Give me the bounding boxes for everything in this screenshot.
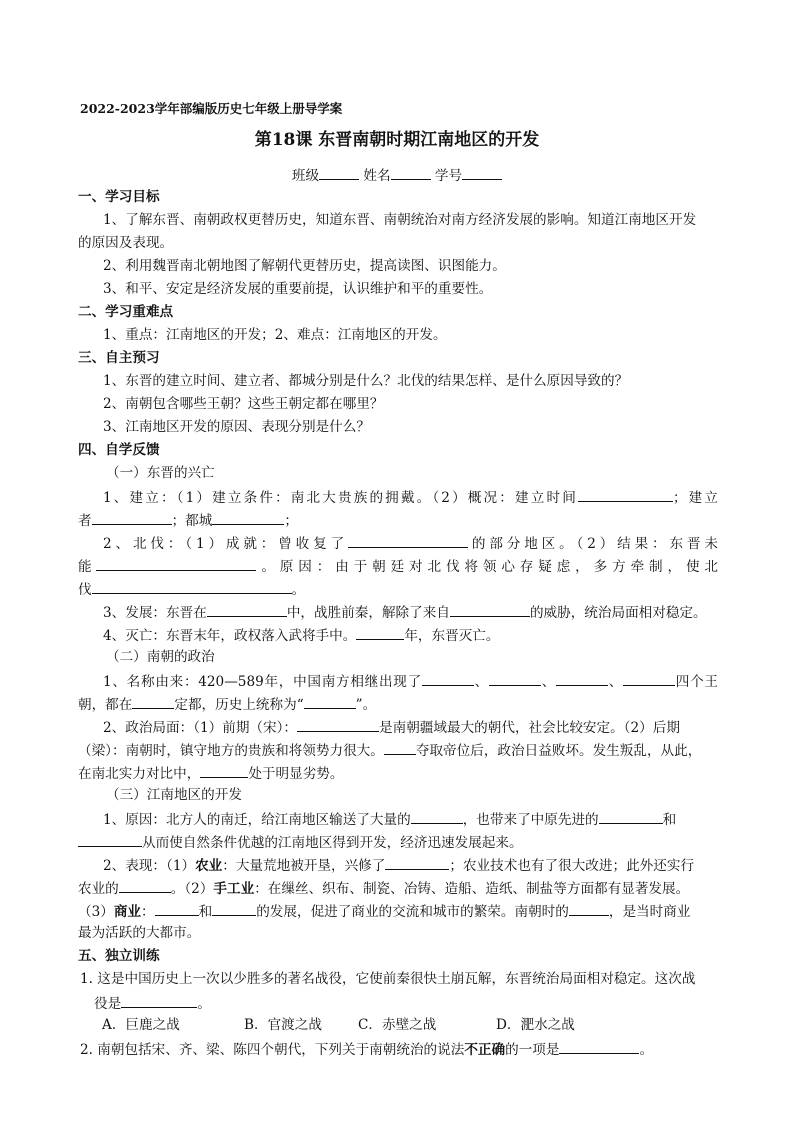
answer-2-blank[interactable]	[559, 1038, 639, 1054]
capital-blank[interactable]	[212, 509, 284, 525]
usurper-blank[interactable]	[384, 739, 416, 755]
dynasty-3-blank[interactable]	[556, 670, 608, 686]
goal-3: 3、和平、安定是经济发展的重要前提，认识维护和平的重要性。	[103, 281, 493, 297]
feedback-south-2: 2、政治局面：（1）前期（宋）： 是南朝疆域最大的朝代，社会比较安定。（2）后期	[103, 716, 718, 738]
feedback-jin-3: 3、发展：东晋在 中，战胜前秦，解除了来自 的威胁，统治局面相对稳定。	[103, 601, 743, 623]
recovered-area-blank[interactable]	[348, 532, 468, 548]
south-capital-blank[interactable]	[132, 693, 174, 709]
feedback-jiangnan-2-cont: 农业的 。（2）手工业：在缫丝、织布、制瓷、冶铸、造船、造纸、制盐等方面都有显著发展。	[78, 877, 718, 899]
threat-blank[interactable]	[450, 601, 530, 617]
practice-question-1-cont: 役是 。	[94, 992, 734, 1014]
feedback-jin-1: 1、建立：（1）建立条件：南北大贵族的拥戴。（2）概况：建立时间 ；建立	[103, 486, 718, 508]
feedback-jiangnan-2: 2、表现：（1）农业：大量荒地被开垦，兴修了 ；农业技术也有了很大改进；此外还实行	[103, 854, 718, 876]
subheading-southern-politics: （二）南朝的政治	[106, 649, 215, 665]
subheading-jiangnan: （三）江南地区的开发	[106, 787, 242, 803]
goal-1: 1、了解东晋、南朝政权更替历史，知道东晋、南朝统治对南方经济发展的影响。知道江南地区开发	[103, 212, 697, 228]
labor-blank[interactable]	[411, 808, 463, 824]
feedback-jin-2-end: 伐 。	[78, 578, 718, 600]
feedback-jiangnan-2-commerce: （3）商业： 和 的发展，促进了商业的交流和城市的繁荣。南朝时的 ，是当时商业	[78, 900, 718, 922]
feedback-south-1: 1、名称由来：420—589年，中国南方相继出现了 、 、 、 四个王	[103, 670, 718, 692]
lesson-title: 第18课 东晋南朝时期江南地区的开发	[254, 130, 540, 150]
multi-crop-blank[interactable]	[119, 877, 171, 893]
id-label: 学号	[434, 168, 463, 184]
dynasty-4-blank[interactable]	[623, 670, 675, 686]
collective-name-blank[interactable]	[304, 693, 356, 709]
section-heading-goals: 一、学习目标	[78, 189, 160, 205]
feedback-jin-2-cont: 能 。原因：由于朝廷对北伐将领心存疑虑，多方牵制，使北	[78, 555, 718, 577]
preview-question-2: 2、南朝包含哪些王朝？这些王朝定都在哪里？	[103, 396, 384, 412]
feedback-jin-1-cont: 者 ；都城 ；	[78, 509, 718, 531]
northern-result-blank[interactable]	[96, 555, 256, 571]
feedback-jiangnan-2-end: 最为活跃的大都市。	[78, 925, 201, 941]
technology-blank[interactable]	[599, 808, 663, 824]
weaker-side-blank[interactable]	[200, 762, 248, 778]
feedback-south-2-end: 在南北实力对比中， 处于明显劣势。	[78, 762, 718, 784]
section-heading-keypoints: 二、学习重难点	[78, 304, 174, 320]
name-blank[interactable]	[391, 164, 431, 180]
agriculture-blank[interactable]	[155, 900, 199, 916]
feedback-jin-2: 2、北伐：（1）成就：曾收复了 的部分地区。（2）结果：东晋未	[103, 532, 718, 554]
battle-blank[interactable]	[207, 601, 287, 617]
option-b[interactable]: B．官渡之战	[244, 1017, 322, 1033]
name-label: 姓名	[363, 168, 391, 184]
goal-2: 2、利用魏晋南北朝地图了解朝代更替历史，提高读图、识图能力。	[103, 258, 506, 274]
option-a[interactable]: A．巨鹿之战	[102, 1017, 180, 1033]
class-blank[interactable]	[319, 164, 359, 180]
keypoints-text: 1、重点：江南地区的开发；2、难点：江南地区的开发。	[103, 327, 447, 343]
section-heading-preview: 三、自主预习	[78, 350, 160, 366]
section-heading-feedback: 四、自学反馈	[78, 442, 160, 458]
feedback-jin-4: 4、灭亡：东晋末年，政权落入武将手中。 年，东晋灭亡。	[103, 624, 743, 646]
largest-dynasty-blank[interactable]	[297, 716, 379, 732]
option-d[interactable]: D．淝水之战	[496, 1017, 575, 1033]
practice-question-2: 2. 南朝包括宋、齐、梁、陈四个朝代，下列关于南朝统治的说法不正确的一项是 。	[80, 1038, 720, 1060]
founding-time-blank[interactable]	[578, 486, 673, 502]
feedback-south-2-cont: （梁）：南朝时，镇守地方的贵族和将领势力很大。 夺取帝位后，政治日益败坏。发生叛乱，从此，	[78, 739, 718, 761]
class-label: 班级	[291, 168, 320, 184]
dynasty-2-blank[interactable]	[489, 670, 541, 686]
irrigation-blank[interactable]	[385, 854, 449, 870]
handicraft-blank[interactable]	[212, 900, 256, 916]
student-info-row	[0, 164, 794, 186]
feedback-jiangnan-1-cont: 从而使自然条件优越的江南地区得到开发，经济迅速发展起来。	[78, 831, 718, 853]
city-blank[interactable]	[569, 900, 609, 916]
experience-blank[interactable]	[78, 831, 142, 847]
answer-1-blank[interactable]	[121, 992, 197, 1008]
fall-year-blank[interactable]	[356, 624, 404, 640]
northern-reason-blank[interactable]	[92, 578, 292, 594]
option-c[interactable]: C．赤壁之战	[358, 1017, 437, 1033]
preview-question-3: 3、江南地区开发的原因、表现分别是什么？	[103, 419, 370, 435]
feedback-jiangnan-1: 1、原因：北方人的南迁，给江南地区输送了大量的 ，也带来了中原先进的 和	[103, 808, 718, 830]
feedback-south-1-cont: 朝，都在 定都，历史上统称为“ ”。	[78, 693, 718, 715]
goal-1-cont: 的原因及表现。	[78, 235, 174, 251]
id-blank[interactable]	[462, 164, 502, 180]
section-heading-practice: 五、独立训练	[78, 948, 160, 964]
dynasty-1-blank[interactable]	[422, 670, 474, 686]
preview-question-1: 1、东晋的建立时间、建立者、都城分别是什么？北伐的结果怎样、是什么原因导致的？	[103, 373, 629, 389]
practice-question-1: 1. 这是中国历史上一次以少胜多的著名战役，它使前秦很快土崩瓦解，东晋统治局面相对稳定。这次战	[80, 971, 696, 987]
subheading-eastern-jin: （一）东晋的兴亡	[106, 465, 215, 481]
series-title: 2022-2023学年部编版历史七年级上册导学案	[80, 101, 343, 116]
founder-blank[interactable]	[92, 509, 172, 525]
